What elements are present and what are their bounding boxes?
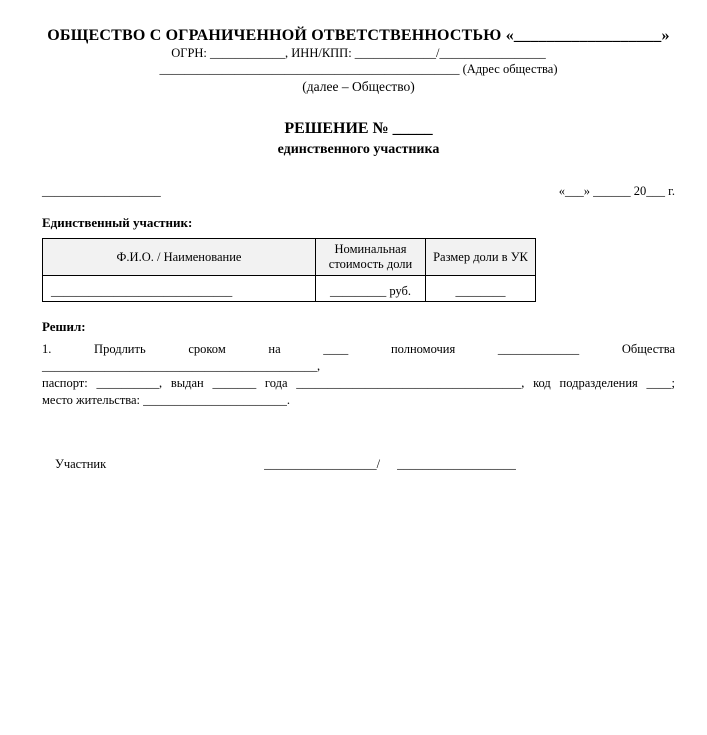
place-and-date-line xyxy=(42,183,675,200)
ogrn-inn-kpp-line: ОГРН: ____________, ИНН/КПП: _____________/_________________ xyxy=(171,46,546,60)
column-header-name: Ф.И.О. / Наименование xyxy=(43,239,316,276)
resolved-label: Решил: xyxy=(42,319,86,334)
signature-blank: __________________/ xyxy=(264,457,381,471)
resolution-paragraph xyxy=(42,341,675,409)
decision-subheading: единственного участника xyxy=(277,142,440,157)
table-header-row xyxy=(43,239,536,276)
participant-name-blank: _____________________________ xyxy=(43,276,316,302)
resolution-line-1: 1. Продлить сроком на ____ полномочия _____________ Общества ____________________________________________, xyxy=(42,342,675,373)
resolution-line-2: паспорт: __________, выдан _______ года ____________________________________, код подразделения ____; xyxy=(42,376,675,390)
column-header-share-size: Размер доли в УК xyxy=(426,239,536,276)
nominal-value-blank: _________ руб. xyxy=(316,276,426,302)
participant-table xyxy=(42,238,536,302)
column-header-nominal-value: Номинальная стоимость доли xyxy=(316,239,426,276)
date-blank: «___» ______ 20___ г. xyxy=(558,184,675,198)
place-blank: ___________________ xyxy=(42,184,161,198)
signature-row xyxy=(42,456,675,473)
signature-name-blank: ___________________ xyxy=(397,457,516,471)
table-row xyxy=(43,276,536,302)
sole-participant-label: Единственный участник: xyxy=(42,215,193,230)
decision-heading: РЕШЕНИЕ № _____ xyxy=(284,120,433,137)
participant-signature-label: Участник xyxy=(55,457,107,471)
company-name-title: ОБЩЕСТВО С ОГРАНИЧЕННОЙ ОТВЕТСТВЕННОСТЬЮ «__________________» xyxy=(47,27,670,44)
company-address-line: ________________________________________________ (Адрес общества) xyxy=(159,62,558,76)
resolution-line-3: место жительства: _______________________. xyxy=(42,393,291,407)
company-alias-line: (далее – Общество) xyxy=(302,79,415,94)
share-size-blank: ________ xyxy=(426,276,536,302)
